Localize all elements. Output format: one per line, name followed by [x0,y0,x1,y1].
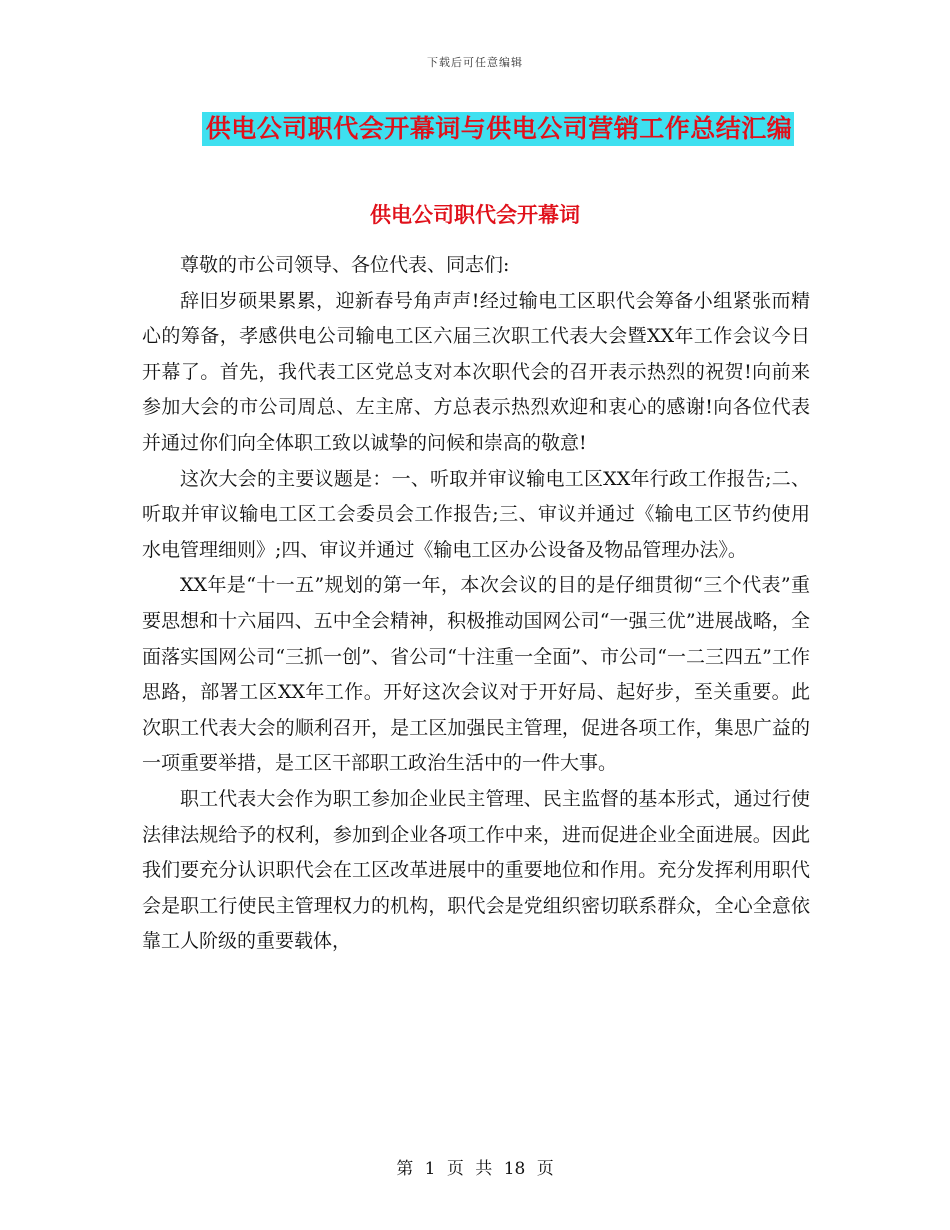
body-paragraph: 职工代表大会作为职工参加企业民主管理、民主监督的基本形式，通过行使法律法规给予的权利，参加到企业各项工作中来，进而促进企业全面进展。因此我们要充分认识职代会在工区改革进展中的重要地位和作用。充分发挥利用职代会是职工行使民主管理权力的机构，职代会是党组织密切联系群众，全心全意依靠工人阶级的重要载体， [142,787,810,953]
page-footer: 第 1 页 共 18 页 [396,1159,554,1179]
document-body [142,248,810,960]
header-note: 下载后可任意编辑 [427,56,523,69]
main-title: 供电公司职代会开幕词与供电公司营销工作总结汇编 [202,112,795,146]
body-paragraph: 辞旧岁硕果累累，迎新春号角声声!经过输电工区职代会筹备小组紧张而精心的筹备，孝感供电公司输电工区六届三次职工代表大会暨XX年工作会议今日开幕了。首先，我代表工区党总支对本次职代会的召开表示热烈的祝贺!向前来参加大会的市公司周总、左主席、方总表示热烈欢迎和衷心的感谢!向各位代表并通过你们向全体职工致以诚挚的问候和崇高的敬意! [142,289,810,454]
section-title: 供电公司职代会开幕词 [370,202,580,227]
main-title-container [0,112,950,146]
salutation-paragraph: 尊敬的市公司领导、各位代表、同志们: [180,254,510,276]
body-paragraph: XX年是“十一五”规划的第一年，本次会议的目的是仔细贯彻“三个代表”重要思想和十六届四、五中全会精神，积极推动国网公司“一强三优”进展战略，全面落实国网公司“三抓一创”、省公司“十注重一全面”、市公司“一二三四五”工作思路，部署工区XX年工作。开好这次会议对于开好局、起好步，至关重要。此次职工代表大会的顺利召开，是工区加强民主管理，促进各项工作，集思广益的一项重要举措，是工区干部职工政治生活中的一件大事。 [142,574,810,775]
body-paragraph: 这次大会的主要议题是：一、听取并审议输电工区XX年行政工作报告;二、听取并审议输电工区工会委员会工作报告;三、审议并通过《输电工区节约使用水电管理细则》;四、审议并通过《输电工区办公设备及物品管理办法》。 [142,467,810,561]
